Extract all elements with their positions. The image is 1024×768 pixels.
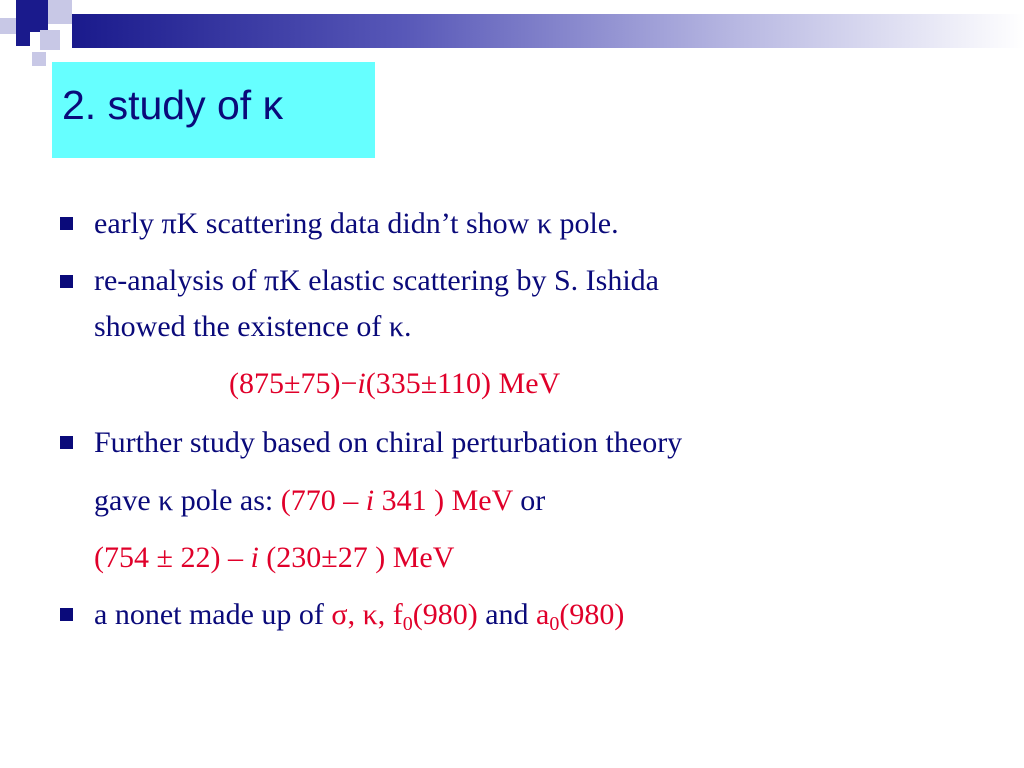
bullet-3-line-2: gave κ pole as: (770 – i 341 ) MeV or xyxy=(94,484,546,517)
kappa-pole-formula: (875±75)−i(335±110) MeV xyxy=(229,367,561,400)
bullet-1-text: early πK scattering data didn’t show κ pole. xyxy=(94,207,619,240)
pole-value-2: (754 ± 22) – i (230±27 ) MeV xyxy=(94,541,455,574)
header-square xyxy=(40,30,60,50)
bullet-4-text: a nonet made up of σ, κ, $f_0(980)$ and $a_0(980)$ xyxy=(94,598,625,635)
kappa-symbol: κ xyxy=(262,82,284,128)
header-gradient-bar xyxy=(72,14,1024,48)
bullet-marker xyxy=(60,436,73,449)
bullet-marker xyxy=(60,275,73,288)
title-box xyxy=(52,62,375,158)
pole-value-1: (770 – i 341 ) MeV xyxy=(280,484,513,517)
bullet-2-line-1: re-analysis of πK elastic scattering by S. Ishida xyxy=(94,264,660,297)
nonet-members: σ, κ, $f_0(980)$ xyxy=(331,598,478,635)
header-square xyxy=(48,0,72,24)
header-square xyxy=(32,52,46,66)
bullet-2-line-2: showed the existence of κ. xyxy=(94,310,412,343)
header-square xyxy=(0,18,16,34)
bullet-marker xyxy=(60,217,73,230)
header-square xyxy=(16,32,30,46)
bullet-3-line-1: Further study based on chiral perturbation theory xyxy=(94,426,683,459)
header-square xyxy=(16,0,48,32)
page-title: 2. study of κ xyxy=(62,82,284,128)
a0-meson: $a_0(980)$ xyxy=(536,598,625,635)
bullet-marker xyxy=(60,608,73,621)
